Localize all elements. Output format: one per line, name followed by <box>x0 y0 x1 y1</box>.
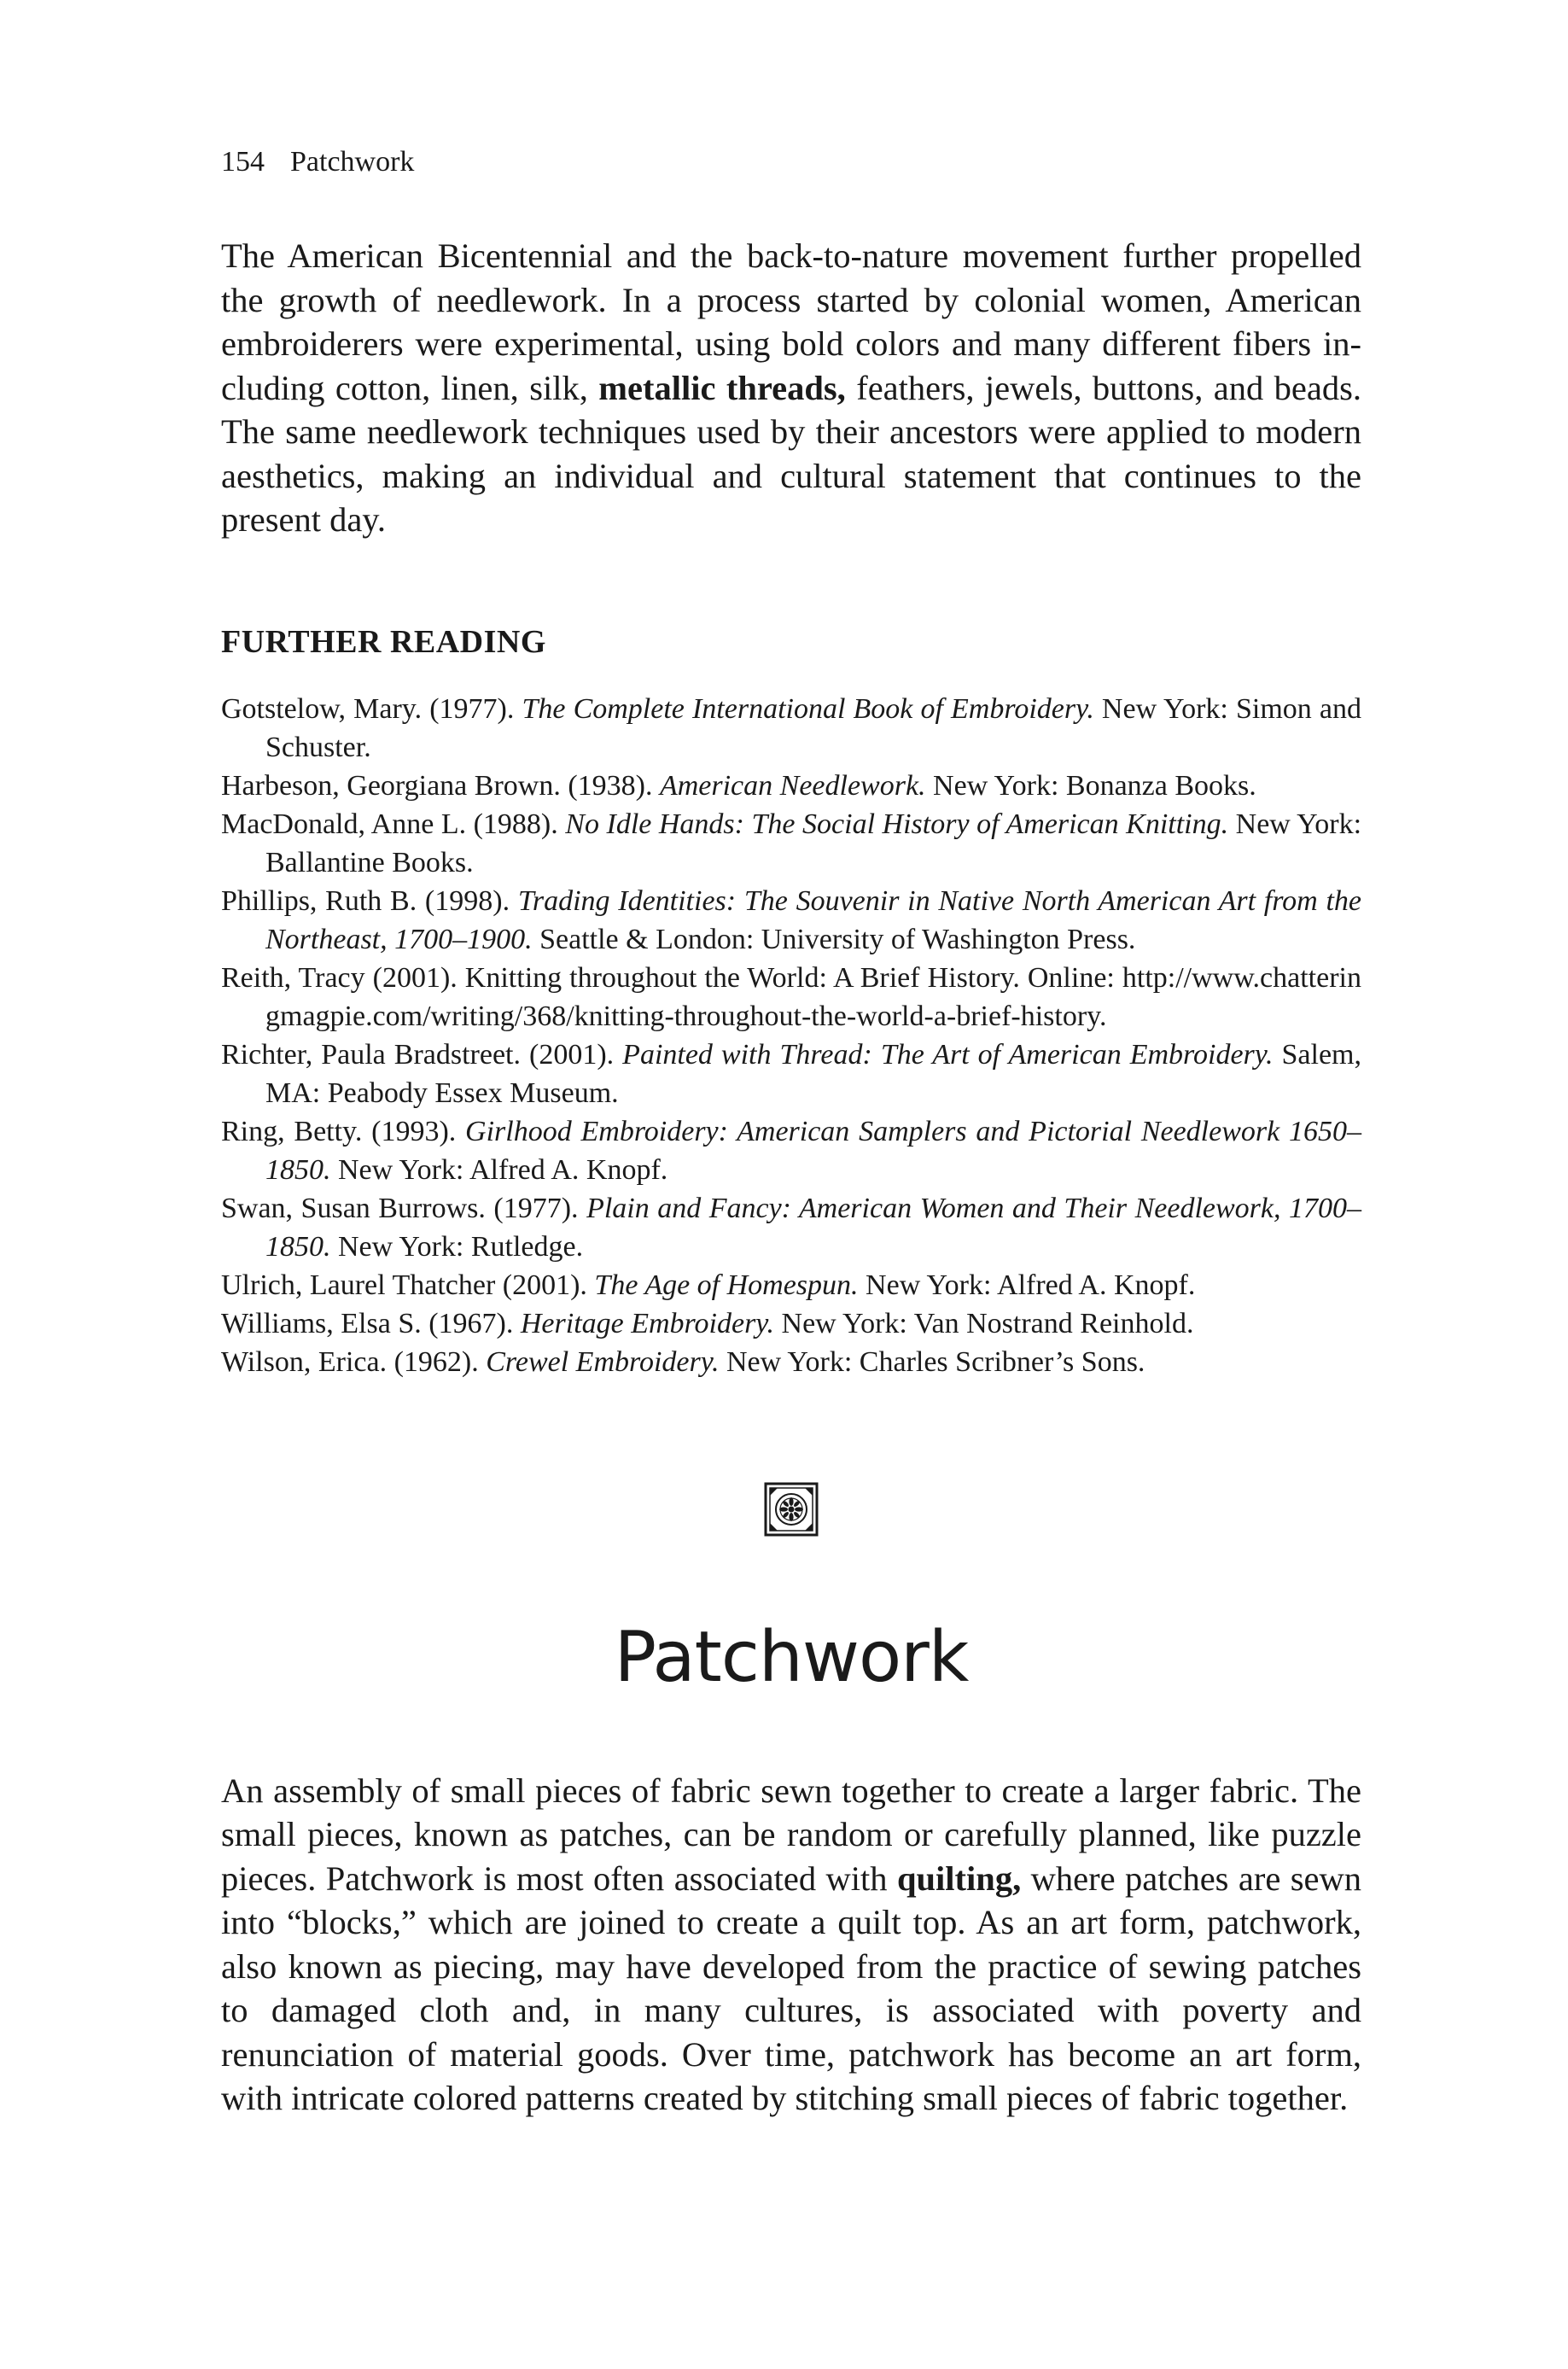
entry-text-end: where patches are sewn into “blocks,” which are joined to create a quilt top. As an art form, patchwork, also known as piecing, may have developed from the practice of sewing patches to damaged cloth and, in many cultures, is associated with poverty and renunciation of material goods. Over time, patchwork has become an art form, with intricate colored patterns created by stitching small pieces of fabric together. <box>221 1858 1361 2117</box>
reference-item <box>221 1036 1361 1112</box>
reference-title: Heritage Embroidery. <box>520 1307 775 1339</box>
reference-item <box>221 690 1361 767</box>
reference-title: No Idle Hands: The Social History of American Knitting. <box>565 808 1229 840</box>
reference-publisher: New York: Bonanza Books. <box>925 769 1256 802</box>
intro-text-start: The American Bicentennial and the back-to-nature movement further propelled the growth of needlework. In a process started by colonial women, American embroiderers were experimental, using bold colors and many different fibers including cotton, linen, silk, <box>221 236 1361 407</box>
page-number: 154 <box>221 146 265 178</box>
reference-item <box>221 882 1361 959</box>
reference-author: Wilson, Erica. (1962). <box>221 1345 487 1378</box>
reference-list <box>221 690 1361 1381</box>
running-title: Patchwork <box>290 146 415 178</box>
reference-author: Richter, Paula Bradstreet. (2001). <box>221 1038 623 1071</box>
reference-author: Williams, Elsa S. (1967). <box>221 1307 521 1339</box>
reference-author: Gotstelow, Mary. (1977). <box>221 692 522 725</box>
reference-publisher: New York: Charles Scribner’s Sons. <box>719 1345 1145 1378</box>
intro-paragraph <box>221 234 1361 542</box>
cross-reference-quilting: quilting, <box>897 1858 1022 1898</box>
reference-title: Painted with Thread: The Art of American Embroidery. <box>622 1038 1274 1071</box>
reference-publisher: Seattle & London: University of Washington Press. <box>532 923 1136 955</box>
reference-title: Crewel Embroidery. <box>486 1345 720 1378</box>
reference-item <box>221 805 1361 882</box>
reference-author: Swan, Susan Burrows. (1977). <box>221 1192 587 1224</box>
reference-item <box>221 1304 1361 1343</box>
reference-publisher: New York: Van Nostrand Reinhold. <box>774 1307 1194 1339</box>
book-page <box>221 145 1361 2121</box>
reference-item <box>221 767 1361 805</box>
reference-title: Plain and Fancy: American Women and Their Needlework, 1700–1850. <box>265 1192 1362 1263</box>
reference-item <box>221 1266 1361 1304</box>
reference-publisher: New York: Simon and Schuster. <box>265 692 1361 763</box>
reference-author: Harbeson, Georgiana Brown. (1938). <box>221 769 660 802</box>
entry-paragraph <box>221 1769 1361 2121</box>
reference-publisher: Salem, MA: Peabody Essex Museum. <box>265 1038 1361 1109</box>
reference-author: Phillips, Ruth B. (1998). <box>221 884 518 917</box>
reference-author: Ulrich, Laurel Thatcher (2001). <box>221 1269 595 1301</box>
reference-author: MacDonald, Anne L. (1988). <box>221 808 566 840</box>
reference-publisher: New York: Ballantine Books. <box>265 808 1362 878</box>
section-divider <box>221 1482 1361 1537</box>
reference-author: Ring, Betty. (1993). <box>221 1115 466 1147</box>
reference-item <box>221 1343 1361 1381</box>
further-reading-heading: FURTHER READING <box>221 623 546 660</box>
reference-title: Girlhood Embroidery: American Samplers and Pictorial Needlework 1650–1850. <box>265 1115 1361 1186</box>
reference-title: American Needlework. <box>659 769 926 802</box>
reference-item <box>221 959 1361 1036</box>
reference-item <box>221 1189 1361 1266</box>
running-head <box>221 145 1361 179</box>
reference-publisher: New York: Alfred A. Knopf. <box>858 1269 1196 1301</box>
reference-publisher: New York: Alfred A. Knopf. <box>330 1153 668 1186</box>
entry-title: Patchwork <box>614 1616 969 1698</box>
intro-text-end: feathers, jewels, buttons, and beads. The same needlework techniques used by their ancestors were applied to modern aesthetics, making an individual and cultural statement that continues to the present day. <box>221 368 1361 539</box>
reference-publisher: New York: Rutledge. <box>330 1230 584 1263</box>
cross-reference-metallic-threads: metallic threads, <box>598 368 846 407</box>
reference-author: Reith, Tracy (2001). Knitting throughout the World: A Brief History. Online: http://www.chatteringmagpie.com/writing/368/knitting-throughout-the-world-a-brief-history. <box>221 961 1361 1032</box>
reference-title: Trading Identities: The Souvenir in Native North American Art from the Northeast, 1700–1900. <box>265 884 1362 955</box>
ornamental-square-icon <box>764 1482 819 1537</box>
reference-item <box>221 1112 1361 1189</box>
reference-title: The Complete International Book of Embroidery. <box>522 692 1094 725</box>
entry-text-start: An assembly of small pieces of fabric sewn together to create a larger fabric. The small pieces, known as patches, can be random or carefully planned, like puzzle pieces. Patchwork is most often associated with <box>221 1771 1361 1898</box>
reference-title: The Age of Homespun. <box>594 1269 859 1301</box>
